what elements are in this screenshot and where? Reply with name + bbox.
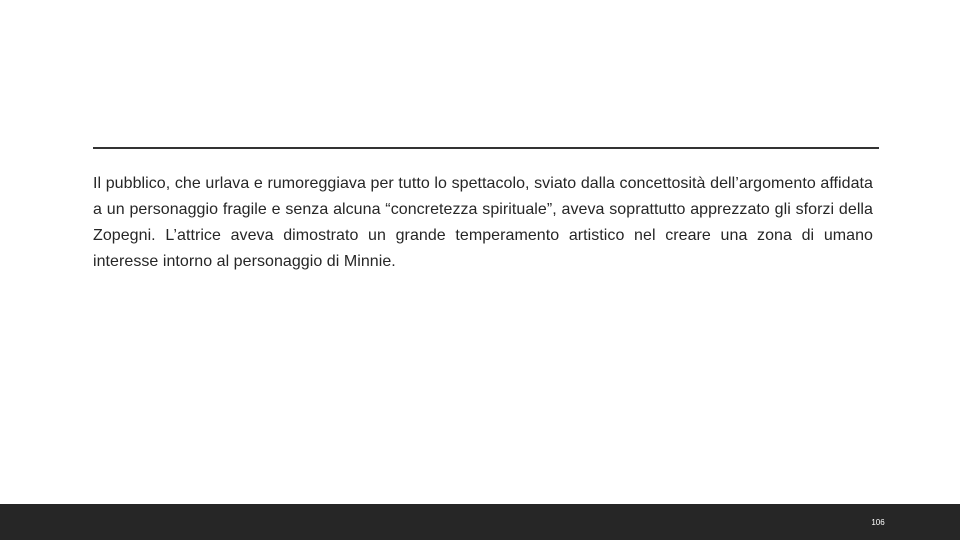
footer-bar	[0, 504, 960, 540]
page-number: 106	[871, 518, 885, 527]
horizontal-rule	[93, 147, 879, 149]
body-paragraph: Il pubblico, che urlava e rumoreggiava per tutto lo spettacolo, sviato dalla concettosità dell’argomento affidata a un personaggio fragile e senza alcuna “concretezza spirituale”, aveva soprattutto apprezzato gli sforzi della Zopegni. L’attrice aveva dimostrato un grande temperamento artistico nel creare una zona di umano interesse intorno al personaggio di Minnie.	[93, 175, 873, 270]
